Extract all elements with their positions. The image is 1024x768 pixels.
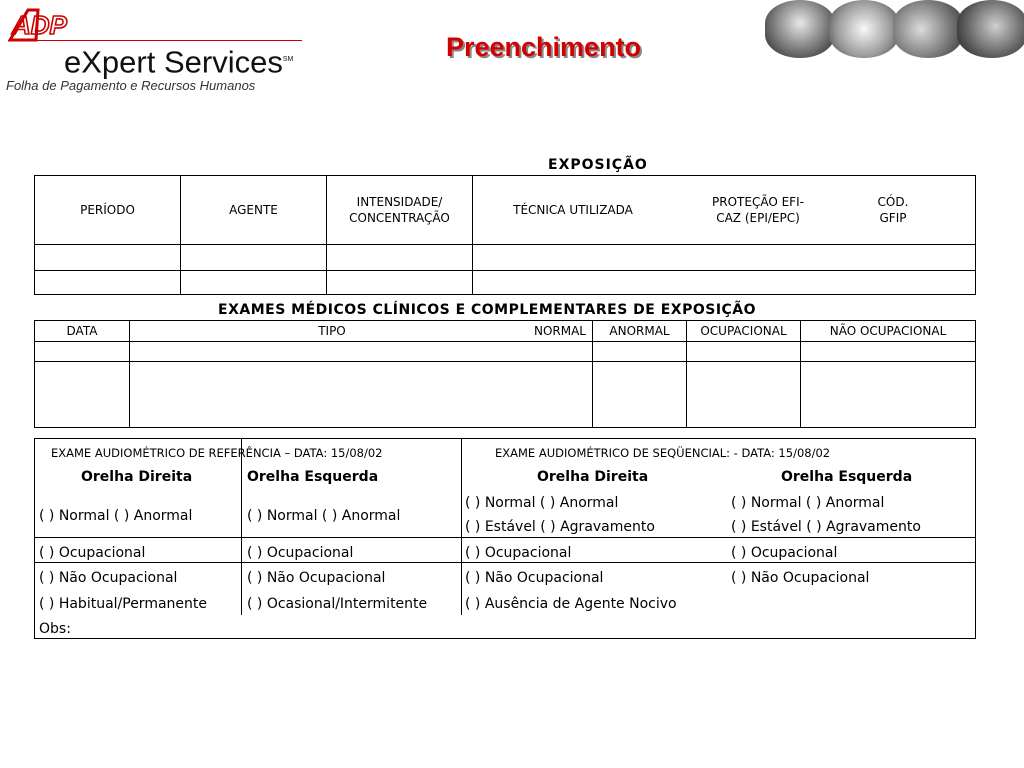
seq-title: EXAME AUDIOMÉTRICO DE SEQÜENCIAL: - DATA: 15/08/02	[495, 446, 831, 460]
ref-title: EXAME AUDIOMÉTRICO DE REFERÊNCIA – DATA: 15/08/02	[51, 446, 383, 460]
cell[interactable]	[801, 342, 976, 362]
cell[interactable]	[181, 271, 327, 295]
seq-oe-nao-ocupacional[interactable]: ( ) Não Ocupacional	[731, 570, 870, 586]
page-title: Preenchimento	[446, 32, 642, 62]
ref-oe-ocupacional[interactable]: ( ) Ocupacional	[247, 545, 354, 561]
photo-person-phone-icon	[765, 0, 835, 58]
seq-oe-normal-anormal[interactable]: ( ) Normal ( ) Anormal	[731, 495, 885, 511]
cell[interactable]	[473, 271, 976, 295]
divider	[241, 439, 242, 615]
exposicao-title: EXPOSIÇÃO	[548, 157, 648, 173]
ref-orelha-direita: Orelha Direita	[81, 469, 193, 485]
header-tipo: TIPO	[318, 324, 346, 338]
habitual-permanente[interactable]: ( ) Habitual/Permanente	[39, 596, 207, 612]
cell[interactable]	[593, 342, 687, 362]
table-row	[35, 271, 976, 295]
cell[interactable]	[687, 342, 801, 362]
header-agente: AGENTE	[181, 176, 327, 245]
header-normal: NORMAL	[533, 324, 586, 338]
header-photo-strip	[768, 0, 1024, 58]
cell[interactable]	[593, 362, 687, 428]
cell[interactable]	[35, 362, 130, 428]
header-protecao: PROTEÇÃO EFI- CAZ (EPI/EPC)	[712, 195, 804, 225]
svg-text:ADP: ADP	[12, 10, 67, 40]
exames-table	[34, 320, 976, 428]
cell[interactable]	[130, 342, 593, 362]
header-tipo-cell	[130, 321, 593, 342]
ref-oe-nao-ocupacional[interactable]: ( ) Não Ocupacional	[247, 570, 386, 586]
header-nao-ocupacional: NÃO OCUPACIONAL	[801, 321, 976, 342]
seq-orelha-direita: Orelha Direita	[537, 469, 649, 485]
exames-title: EXAMES MÉDICOS CLÍNICOS E COMPLEMENTARES DE EXPOSIÇÃO	[218, 302, 757, 318]
ref-orelha-esquerda: Orelha Esquerda	[247, 469, 379, 485]
photo-mouse-icon	[829, 0, 899, 58]
header-group	[473, 176, 976, 245]
divider	[35, 537, 975, 538]
cell[interactable]	[181, 245, 327, 271]
divider	[461, 439, 462, 615]
cell[interactable]	[130, 362, 593, 428]
ref-od-ocupacional[interactable]: ( ) Ocupacional	[39, 545, 146, 561]
header-ocupacional: OCUPACIONAL	[687, 321, 801, 342]
cell[interactable]	[687, 362, 801, 428]
divider	[35, 562, 975, 563]
seq-orelha-esquerda: Orelha Esquerda	[781, 469, 913, 485]
seq-oe-ocupacional[interactable]: ( ) Ocupacional	[731, 545, 838, 561]
adp-logo	[8, 6, 90, 42]
header-tecnica: TÉCNICA UTILIZADA	[513, 203, 633, 217]
brand-divider	[10, 40, 302, 41]
header-periodo: PERÍODO	[35, 176, 181, 245]
header-intensidade: INTENSIDADE/ CONCENTRAÇÃO	[327, 176, 473, 245]
cell[interactable]	[35, 245, 181, 271]
seq-od-nao-ocupacional[interactable]: ( ) Não Ocupacional	[465, 570, 604, 586]
seq-od-normal-anormal[interactable]: ( ) Normal ( ) Anormal	[465, 495, 619, 511]
table-row	[35, 342, 976, 362]
photo-person-icon	[957, 0, 1024, 58]
cell[interactable]	[327, 271, 473, 295]
ref-oe-normal-anormal[interactable]: ( ) Normal ( ) Anormal	[247, 508, 401, 524]
header-data: DATA	[35, 321, 130, 342]
ocasional-intermitente[interactable]: ( ) Ocasional/Intermitente	[247, 596, 428, 612]
exposicao-table	[34, 175, 976, 295]
cell[interactable]	[473, 245, 976, 271]
photo-clock-icon	[893, 0, 963, 58]
cell[interactable]	[35, 342, 130, 362]
cell[interactable]	[801, 362, 976, 428]
ausencia-agente-nocivo[interactable]: ( ) Ausência de Agente Nocivo	[465, 596, 677, 612]
table-row	[35, 362, 976, 428]
header-cod-gfip: CÓD. GFIP	[877, 195, 909, 225]
brand-name: eXpert Services℠	[64, 44, 294, 80]
seq-od-estavel-agravamento[interactable]: ( ) Estável ( ) Agravamento	[465, 519, 655, 535]
brand-subtitle: Folha de Pagamento e Recursos Humanos	[6, 78, 256, 93]
cell[interactable]	[327, 245, 473, 271]
obs-label: Obs:	[39, 621, 71, 637]
seq-od-ocupacional[interactable]: ( ) Ocupacional	[465, 545, 572, 561]
seq-oe-estavel-agravamento[interactable]: ( ) Estável ( ) Agravamento	[731, 519, 921, 535]
ref-od-normal-anormal[interactable]: ( ) Normal ( ) Anormal	[39, 508, 193, 524]
header-anormal: ANORMAL	[593, 321, 687, 342]
ref-od-nao-ocupacional[interactable]: ( ) Não Ocupacional	[39, 570, 178, 586]
audiometrico-box	[34, 438, 976, 639]
table-row	[35, 245, 976, 271]
cell[interactable]	[35, 271, 181, 295]
